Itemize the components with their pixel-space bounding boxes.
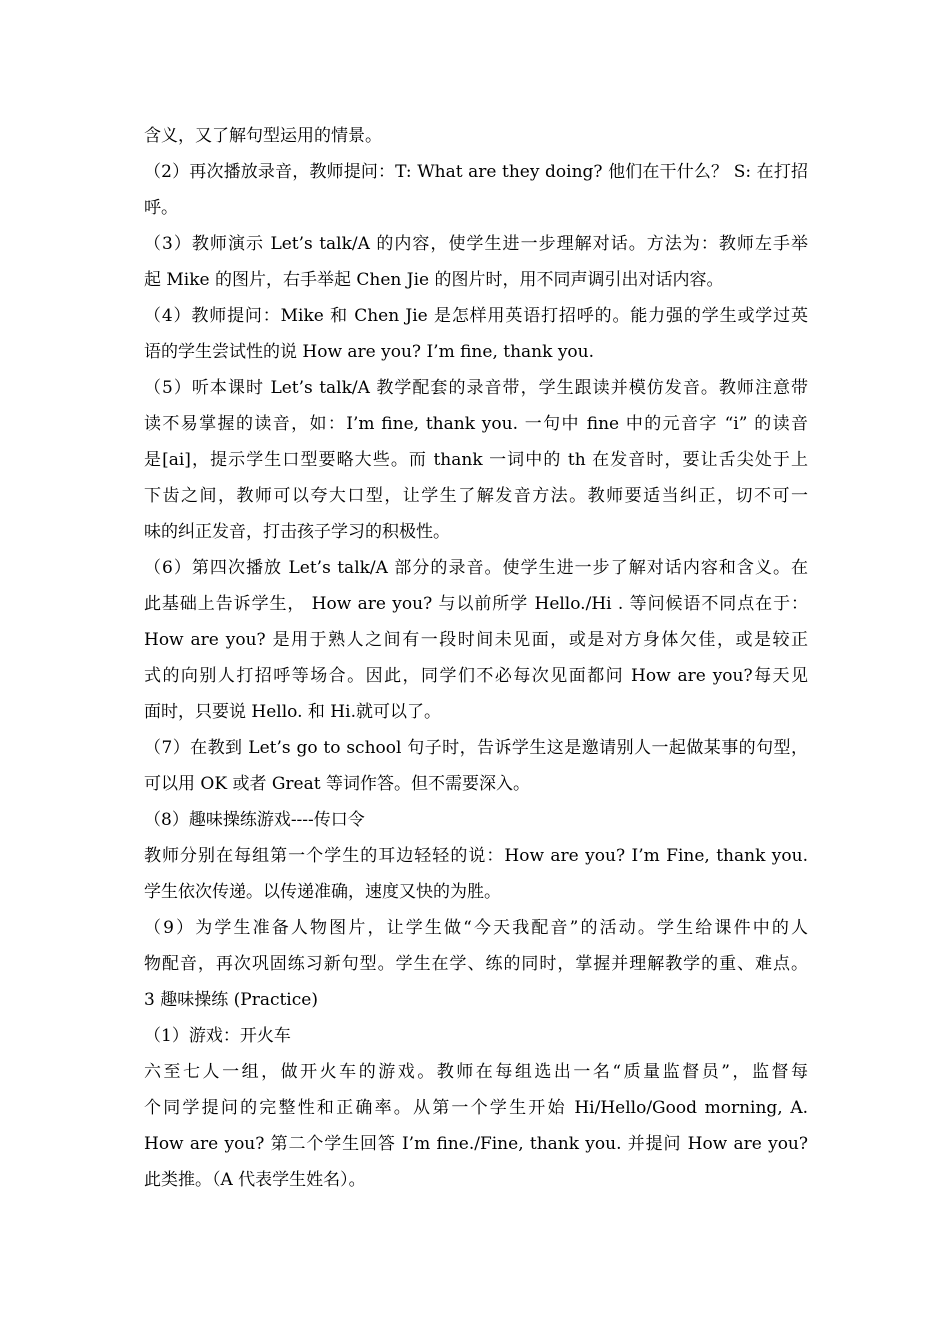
text-line: 教师分别在每组第一个学生的耳边轻轻的说：How are you? I’m Fine, thank you. [144, 846, 808, 866]
text-line: （6）第四次播放 Let’s talk/A 部分的录音。使学生进一步了解对话内容和含义。在 [144, 558, 808, 578]
text-line: 语的学生尝试性的说 How are you? I’m fine, thank you. [144, 342, 595, 362]
text-line: （1）游戏：开火车 [144, 1026, 291, 1046]
text-line: 下齿之间，教师可以夸大口型，让学生了解发音方法。教师要适当纠正，切不可一 [144, 486, 808, 506]
text-line: 此类推。（A 代表学生姓名）。 [144, 1170, 366, 1190]
text-line: （2）再次播放录音，教师提问：T: What are they doing? 他们在干什么？ S: 在打招 [144, 162, 808, 182]
text-line: 此基础上告诉学生， How are you? 与以前所学 Hello./Hi . 等问候语不同点在于： [144, 594, 808, 614]
text-line: 可以用 OK 或者 Great 等词作答。但不需要深入。 [144, 774, 530, 794]
text-line: 3 趣味操练 (Practice) [144, 990, 318, 1010]
text-line: （4）教师提问：Mike 和 Chen Jie 是怎样用英语打招呼的。能力强的学生或学过英 [144, 306, 808, 326]
text-line: 是[ai]，提示学生口型要略大些。而 thank 一词中的 th 在发音时，要让舌尖处于上 [144, 450, 808, 470]
text-line: （3）教师演示 Let’s talk/A 的内容，使学生进一步理解对话。方法为：教师左手举 [144, 234, 808, 254]
text-line: 式的向别人打招呼等场合。因此，同学们不必每次见面都问 How are you?每天见 [144, 666, 808, 686]
text-line: 含义，又了解句型运用的情景。 [144, 126, 382, 146]
text-line: 起 Mike 的图片，右手举起 Chen Jie 的图片时，用不同声调引出对话内容。 [144, 270, 724, 290]
text-line: （7）在教到 Let’s go to school 句子时，告诉学生这是邀请别人一起做某事的句型， [144, 738, 808, 758]
text-line: 物配音，再次巩固练习新句型。学生在学、练的同时，掌握并理解教学的重、难点。 [144, 954, 808, 974]
text-line: 学生依次传递。以传递准确，速度又快的为胜。 [144, 882, 501, 902]
text-line: （5）听本课时 Let’s talk/A 教学配套的录音带，学生跟读并模仿发音。教师注意带 [144, 378, 808, 398]
text-line: 六至七人一组，做开火车的游戏。教师在每组选出一名“质量监督员”，监督每 [144, 1062, 808, 1082]
text-line: 面时，只要说 Hello. 和 Hi.就可以了。 [144, 702, 441, 722]
text-line: 个同学提问的完整性和正确率。从第一个学生开始 Hi/Hello/Good morning, A. [144, 1098, 808, 1118]
text-line: （8）趣味操练游戏----传口令 [144, 810, 365, 830]
text-line: How are you? 是用于熟人之间有一段时间未见面，或是对方身体欠佳，或是较正 [144, 630, 808, 650]
text-line: How are you? 第二个学生回答 I’m fine./Fine, thank you. 并提问 How are you? [144, 1134, 808, 1154]
text-line: 味的纠正发音，打击孩子学习的积极性。 [144, 522, 450, 542]
text-line: 读不易掌握的读音，如：I’m fine, thank you. 一句中 fine 中的元音字 “i” 的读音 [144, 414, 808, 434]
text-line: （9）为学生准备人物图片，让学生做“今天我配音”的活动。学生给课件中的人 [144, 918, 808, 938]
text-line: 呼。 [144, 198, 178, 218]
document-page [144, 118, 808, 1198]
